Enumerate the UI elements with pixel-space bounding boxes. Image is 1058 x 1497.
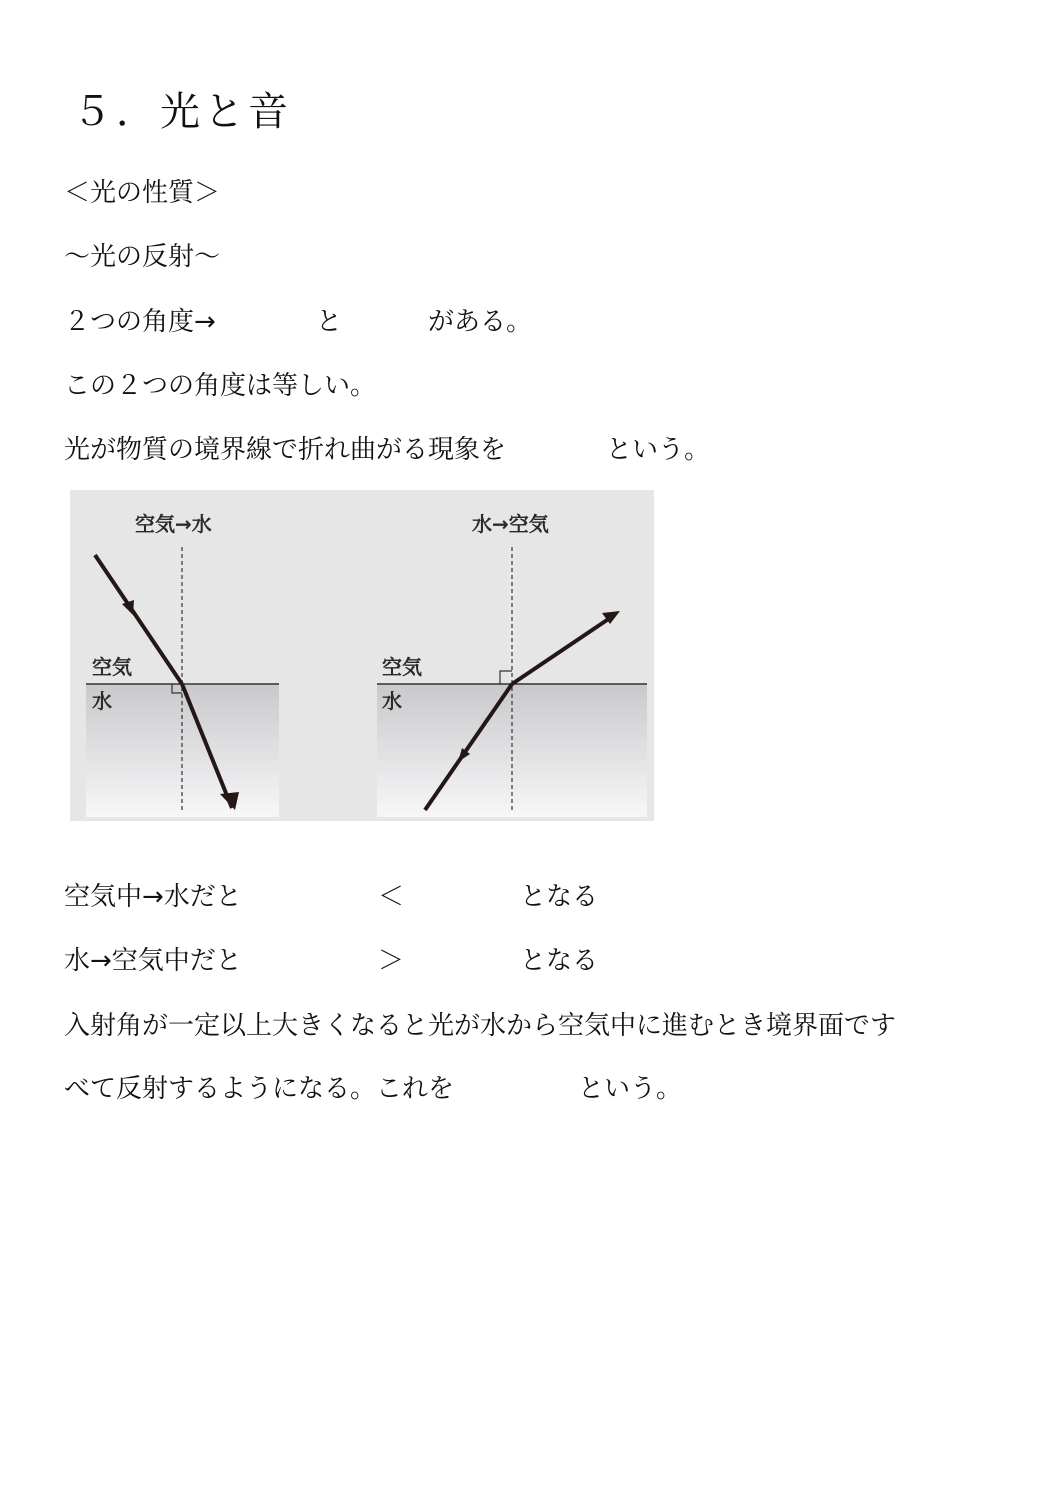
total-reflection-sentence-line1: 入射角が一定以上大きくなると光が水から空気中に進むとき境界面です — [64, 1011, 897, 1041]
air-to-water-heading: 空気→水 — [135, 512, 212, 536]
total-reflection-sentence-start: べて反射するようになる。これを — [64, 1074, 455, 1104]
air-to-water-sentence-start: 空気中→水だと — [64, 882, 242, 912]
air-to-water-sentence-end: となる — [520, 882, 599, 912]
angles-sentence-and: と — [316, 307, 343, 337]
equal-angles-sentence: この２つの角度は等しい。 — [64, 371, 377, 401]
angles-sentence — [64, 305, 664, 339]
total-reflection-sentence-line2 — [64, 1072, 764, 1106]
total-reflection-sentence-end: という。 — [578, 1074, 683, 1104]
water-label: 水 — [382, 689, 402, 713]
air-to-water-sentence — [64, 880, 664, 914]
refraction-sentence-start: 光が物質の境界線で折れ曲がる現象を — [64, 435, 507, 465]
less-than-symbol: ＜ — [378, 882, 405, 912]
water-to-air-sentence-end: となる — [520, 946, 599, 976]
greater-than-symbol: ＞ — [378, 946, 405, 976]
page-title: ５．光と音 — [72, 89, 292, 135]
refraction-figure — [70, 490, 654, 821]
water-to-air-sentence-start: 水→空気中だと — [64, 946, 242, 976]
angles-sentence-end: がある。 — [428, 307, 533, 337]
refraction-sentence-end: という。 — [606, 435, 711, 465]
subsection-heading: 〜光の反射〜 — [64, 242, 221, 272]
water-to-air-heading: 水→空気 — [472, 512, 549, 536]
water-to-air-sentence — [64, 944, 664, 978]
refraction-sentence — [64, 433, 764, 467]
water-label: 水 — [92, 689, 112, 713]
air-label: 空気 — [382, 655, 422, 679]
air-label: 空気 — [92, 655, 132, 679]
angles-sentence-start: ２つの角度→ — [64, 307, 216, 337]
section-heading: ＜光の性質＞ — [64, 178, 221, 208]
